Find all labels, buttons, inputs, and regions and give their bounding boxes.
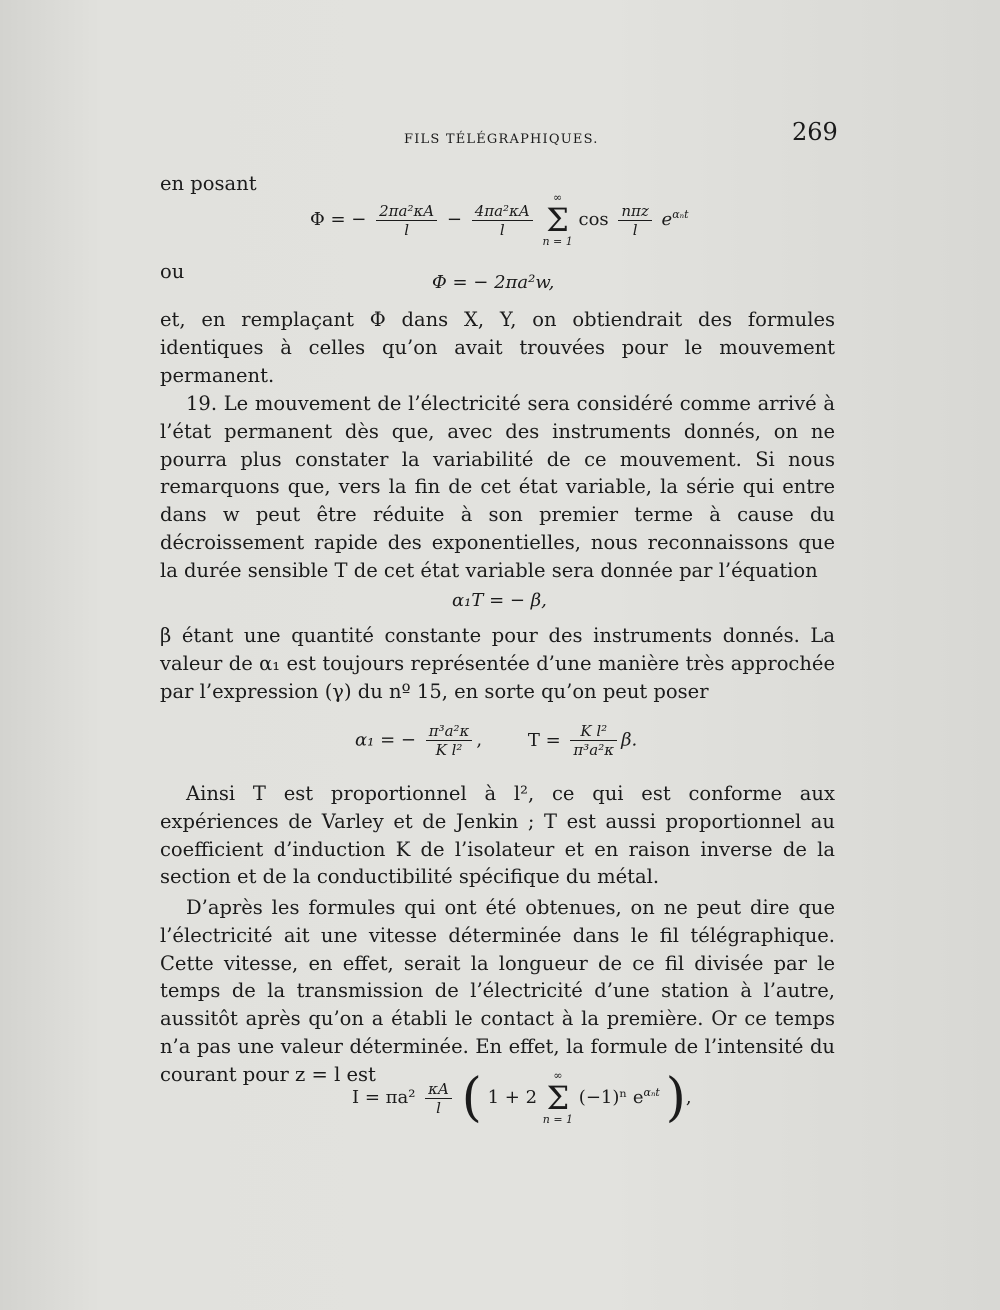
equation-alpha-and-t — [355, 722, 637, 759]
eq5-term: (−1)ⁿ e — [578, 1087, 644, 1108]
eq4-alpha-lhs: α₁ = − — [355, 729, 416, 751]
eq1-frac2-denominator: l — [499, 220, 505, 239]
eq1-fraction-3 — [618, 202, 651, 239]
eq4-t-tail: β. — [621, 729, 638, 751]
page-number: 269 — [792, 118, 838, 146]
eq5-close-paren: ) — [665, 1068, 686, 1128]
paragraph-ainsi — [160, 780, 835, 891]
paragraph-text: D’après les formules qui ont été obtenues, on ne peut dire que l’électricité ait une vitesse déterminée dans le fil télégraphique. Cette vitesse, en effet, serait la longueur de ce fil divisée par le temps de la transmission de l’électricité d’une station à l’autre, aussitôt après qu’on a établi le contact à la première. Or ce temps n’a pas une valeur déterminée. En effet, la formule de l’intensité du courant pour z = l est — [160, 896, 835, 1086]
eq1-minus: − — [446, 209, 462, 230]
eq5-open-paren: ( — [461, 1068, 482, 1128]
equation-alpha-t: α₁T = − β, — [452, 590, 547, 611]
eq1-frac1-denominator: l — [404, 220, 410, 239]
paragraph-text: 19. Le mouvement de l’électricité sera considéré comme arrivé à l’état permanent dès que, avec des instruments donnés, on ne pourra plus constater la variabilité de ce mouvement. Si nous remarquons que, vers la fin de cet état variable, la série qui entre dans w peut être réduite à son premier terme à cause du décroissement rapide des exponentielles, nous reconnaissons que la durée sensible T de cet état variable sera donnée par l’équation — [160, 392, 835, 582]
eq1-fraction-1 — [376, 202, 437, 239]
eq5-exponent: αₙt — [643, 1086, 660, 1099]
eq1-frac1-numerator: 2πa²κA — [376, 202, 437, 221]
equation-intensity — [352, 1070, 692, 1126]
equation-phi-series — [310, 192, 689, 248]
eq5-tail: , — [685, 1087, 692, 1108]
eq4-t-denominator: π³a²κ — [573, 741, 615, 759]
paragraph-d-apres — [160, 894, 835, 1089]
eq1-frac2-numerator: 4πa²κA — [472, 202, 533, 221]
eq5-inner: 1 + 2 — [487, 1087, 538, 1108]
sigma-icon: Σ — [546, 201, 569, 239]
eq5-sum-lower: n = 1 — [542, 1113, 574, 1126]
eq1-fraction-2 — [472, 202, 533, 239]
eq1-frac3-numerator: nπz — [618, 202, 651, 221]
eq4-alpha-fraction — [426, 722, 473, 759]
eq4-comma: , — [476, 729, 483, 751]
paragraph-text: β étant une quantité constante pour des instruments donnés. La valeur de α₁ est toujours représentée d’une manière très approchée par l’expression (γ) du nº 15, en sorte qu’on peut poser — [160, 624, 835, 703]
eq4-t-numerator: K l² — [570, 722, 617, 741]
eq4-alpha-denominator: K l² — [435, 741, 463, 759]
paragraph-section-19 — [160, 390, 835, 585]
eq4-t-lhs: T = — [527, 729, 561, 751]
eq5-sum-upper: ∞ — [553, 1069, 563, 1082]
eq1-cos: cos — [578, 209, 609, 230]
eq1-lhs: Φ = − — [310, 209, 367, 230]
sigma-icon: Σ — [546, 1079, 570, 1117]
eq5-lhs: I = πa² — [352, 1087, 416, 1108]
eq5-denominator: l — [436, 1098, 441, 1117]
paragraph-beta — [160, 622, 835, 705]
eq1-exponential: e — [661, 209, 673, 230]
eq5-fraction — [425, 1080, 452, 1117]
eq4-alpha-numerator: π³a²κ — [426, 722, 473, 741]
running-header: FILS TÉLÉGRAPHIQUES. — [404, 132, 599, 147]
paragraph-remplacant — [160, 306, 835, 389]
eq5-numerator: κA — [425, 1080, 452, 1099]
ou-label: ou — [160, 260, 185, 283]
paragraph-text: et, en remplaçant Φ dans X, Y, on obtiendrait des formules identiques à celles qu’on avait trouvées pour le mouvement permanent. — [160, 308, 835, 387]
eq1-summation — [542, 192, 572, 248]
eq4-t-fraction — [570, 722, 617, 759]
eq1-exponent: αₙt — [672, 208, 689, 221]
paragraph-text: Ainsi T est proportionnel à l², ce qui est conforme aux expériences de Varley et de Jenkin ; T est aussi proportionnel au coefficient d’induction K de l’isolateur et en raison inverse de la section et de la conductibilité spécifique du métal. — [160, 782, 835, 889]
eq1-sum-upper: ∞ — [553, 191, 563, 204]
en-posant-label: en posant — [160, 172, 257, 195]
eq1-frac3-denominator: l — [632, 220, 638, 239]
equation-phi-w: Φ = − 2πa²w, — [432, 272, 555, 293]
eq1-sum-lower: n = 1 — [542, 235, 573, 248]
eq5-summation — [543, 1070, 573, 1126]
